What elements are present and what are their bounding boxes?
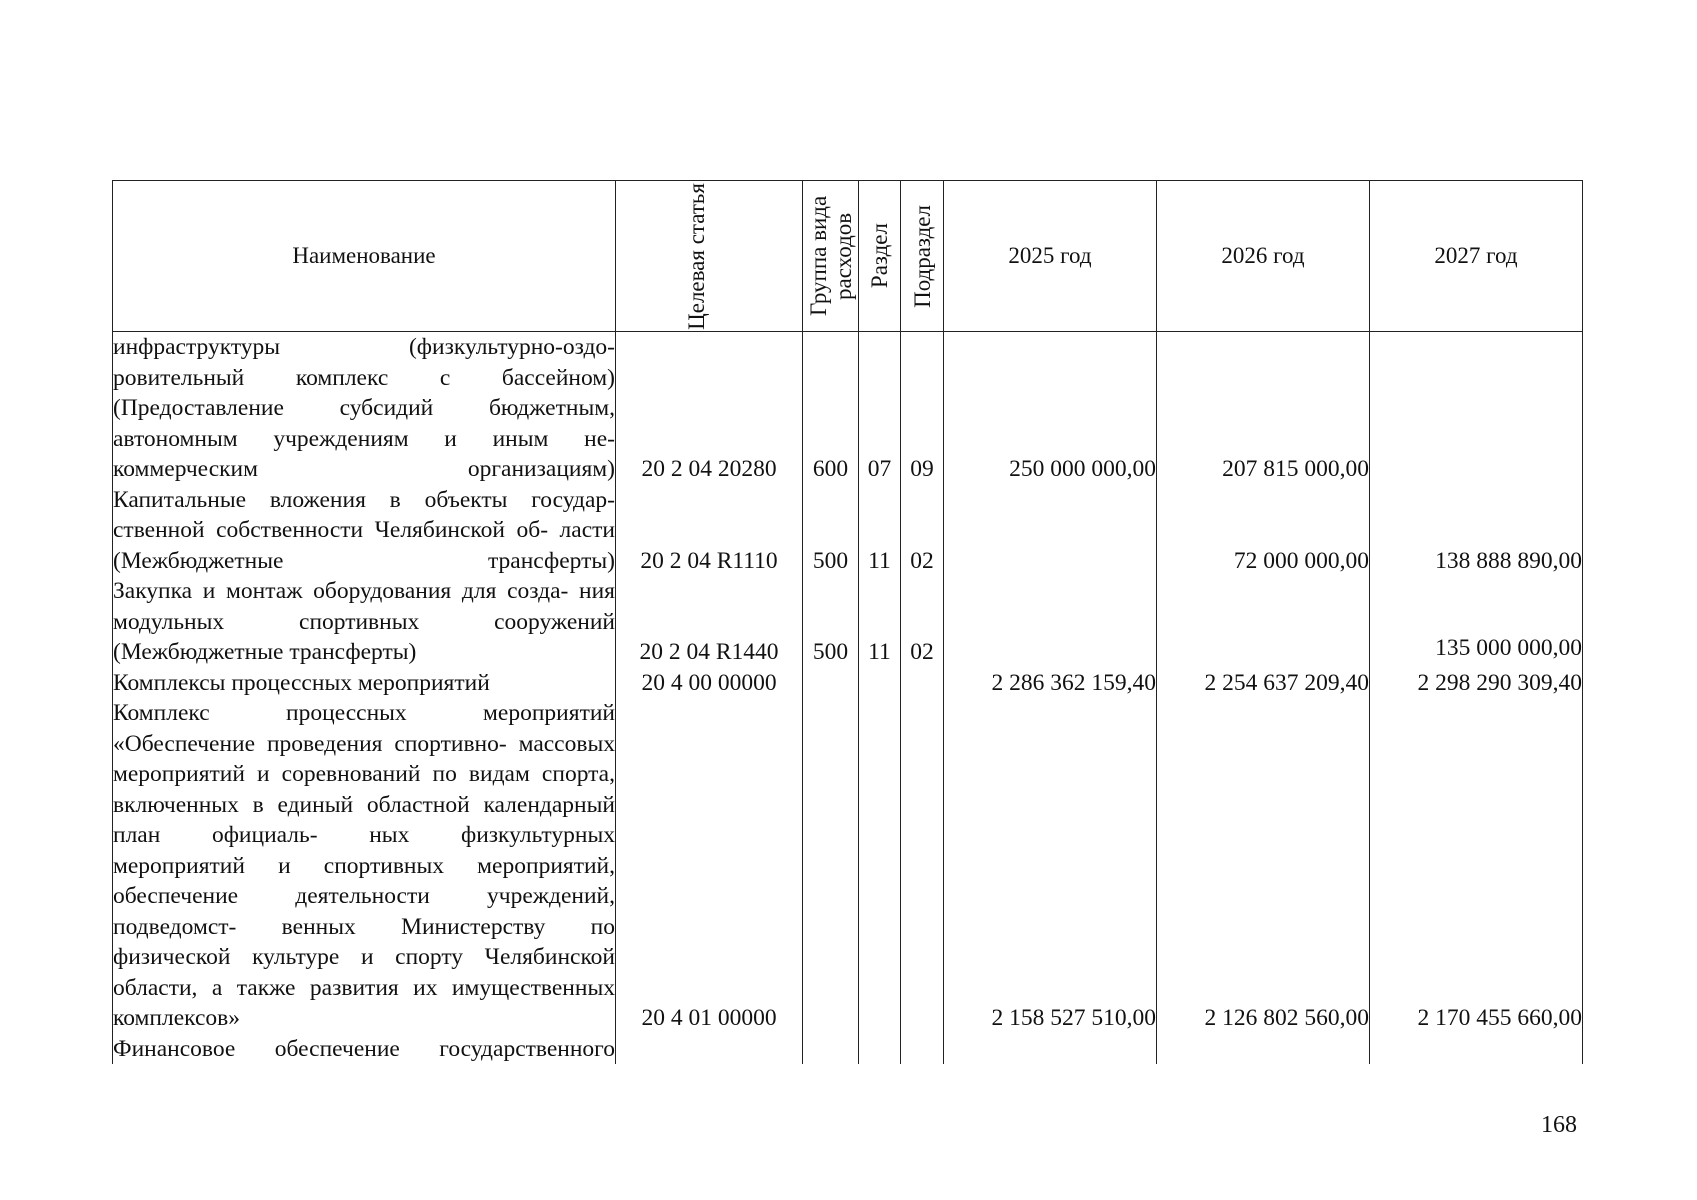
header-target-article-label: Целевая статья: [684, 182, 709, 330]
row-subsection: 02: [901, 485, 944, 577]
row-expense-group: [803, 1034, 859, 1065]
header-expense-group: [803, 181, 859, 332]
row-amount-2027: 2 298 290 309,40: [1370, 668, 1583, 699]
row-name: Капитальные вложения в объекты государ- ственной собственности Челябинской об- ласти (Межбюджетные трансферты): [113, 485, 616, 577]
header-2026: 2026 год: [1157, 181, 1370, 332]
row-amount-2027: 135 000 000,00: [1370, 576, 1583, 668]
row-subsection: [901, 668, 944, 699]
row-section: [859, 698, 901, 1034]
budget-table: [112, 180, 1583, 1064]
row-amount-2025: 250 000 000,00: [944, 332, 1157, 485]
row-name: инфраструктуры (физкультурно-оздо- ровительный комплекс с бассейном) (Предоставление субсидий бюджетным, автономным учреждениям и иным не- коммерческим организациям): [113, 332, 616, 485]
row-amount-2026: [1157, 576, 1370, 668]
row-amount-2027: 2 170 455 660,00: [1370, 698, 1583, 1034]
budget-table-container: [112, 180, 1582, 1098]
header-target-article: [616, 181, 803, 332]
row-amount-2026: 2 254 637 209,40: [1157, 668, 1370, 699]
row-name: Комплексы процессных мероприятий: [113, 668, 616, 699]
row-amount-2027: [1370, 1034, 1583, 1065]
row-amount-2025: 2 286 362 159,40: [944, 668, 1157, 699]
row-name: Комплекс процессных мероприятий «Обеспечение проведения спортивно- массовых мероприятий и соревнований по видам спорта, включенных в единый областной календарный план официаль- ных физкультурных мероприятий и спортивных мероприятий, обеспечение деятельности учреждений, подведомст- венных Министерству по физической культуре и спорту Челябинской области, а также развития их имущественных комплексов»: [113, 698, 616, 1034]
header-section-label: Раздел: [867, 223, 892, 289]
row-amount-2025: 2 158 527 510,00: [944, 698, 1157, 1034]
table-header-row: [113, 181, 1583, 332]
row-subsection: [901, 698, 944, 1034]
row-target-article: 20 2 04 R1440: [616, 576, 803, 668]
header-name: Наименование: [113, 181, 616, 332]
row-target-article: 20 2 04 20280: [616, 332, 803, 485]
row-name: Финансовое обеспечение государственного: [113, 1034, 616, 1065]
row-expense-group: 500: [803, 576, 859, 668]
row-section: 11: [859, 576, 901, 668]
header-section: [859, 181, 901, 332]
row-amount-2026: 2 126 802 560,00: [1157, 698, 1370, 1034]
row-target-article: 20 4 01 00000: [616, 698, 803, 1034]
row-amount-2026: 72 000 000,00: [1157, 485, 1370, 577]
row-section: [859, 1034, 901, 1065]
table-row: [113, 332, 1583, 485]
row-amount-2025: [944, 1034, 1157, 1065]
row-expense-group: 500: [803, 485, 859, 577]
row-amount-2025: [944, 576, 1157, 668]
table-row: [113, 576, 1583, 668]
row-subsection: 02: [901, 576, 944, 668]
header-subsection-label: Подраздел: [909, 204, 935, 308]
row-amount-2026: [1157, 1034, 1370, 1065]
row-name: Закупка и монтаж оборудования для созда- ния модульных спортивных сооружений (Межбюджетные трансферты): [113, 576, 616, 668]
row-target-article: [616, 1034, 803, 1065]
row-amount-2025: [944, 485, 1157, 577]
row-target-article: 20 4 00 00000: [616, 668, 803, 699]
row-expense-group: [803, 668, 859, 699]
page-number: 168: [1541, 1112, 1577, 1138]
table-row: [113, 668, 1583, 699]
row-target-article: 20 2 04 R1110: [616, 485, 803, 577]
row-section: 11: [859, 485, 901, 577]
row-amount-2027: 138 888 890,00: [1370, 485, 1583, 577]
table-row: [113, 485, 1583, 577]
row-amount-2027: [1370, 332, 1583, 485]
row-section: 07: [859, 332, 901, 485]
row-amount-2026: 207 815 000,00: [1157, 332, 1370, 485]
row-section: [859, 668, 901, 699]
header-2025: 2025 год: [944, 181, 1157, 332]
row-subsection: [901, 1034, 944, 1065]
table-row: [113, 698, 1583, 1034]
header-subsection: [901, 181, 944, 332]
table-row: [113, 1034, 1583, 1065]
header-expense-group-label: Группа вида расходов: [805, 195, 856, 317]
header-2027: 2027 год: [1370, 181, 1583, 332]
row-expense-group: 600: [803, 332, 859, 485]
row-subsection: 09: [901, 332, 944, 485]
row-expense-group: [803, 698, 859, 1034]
